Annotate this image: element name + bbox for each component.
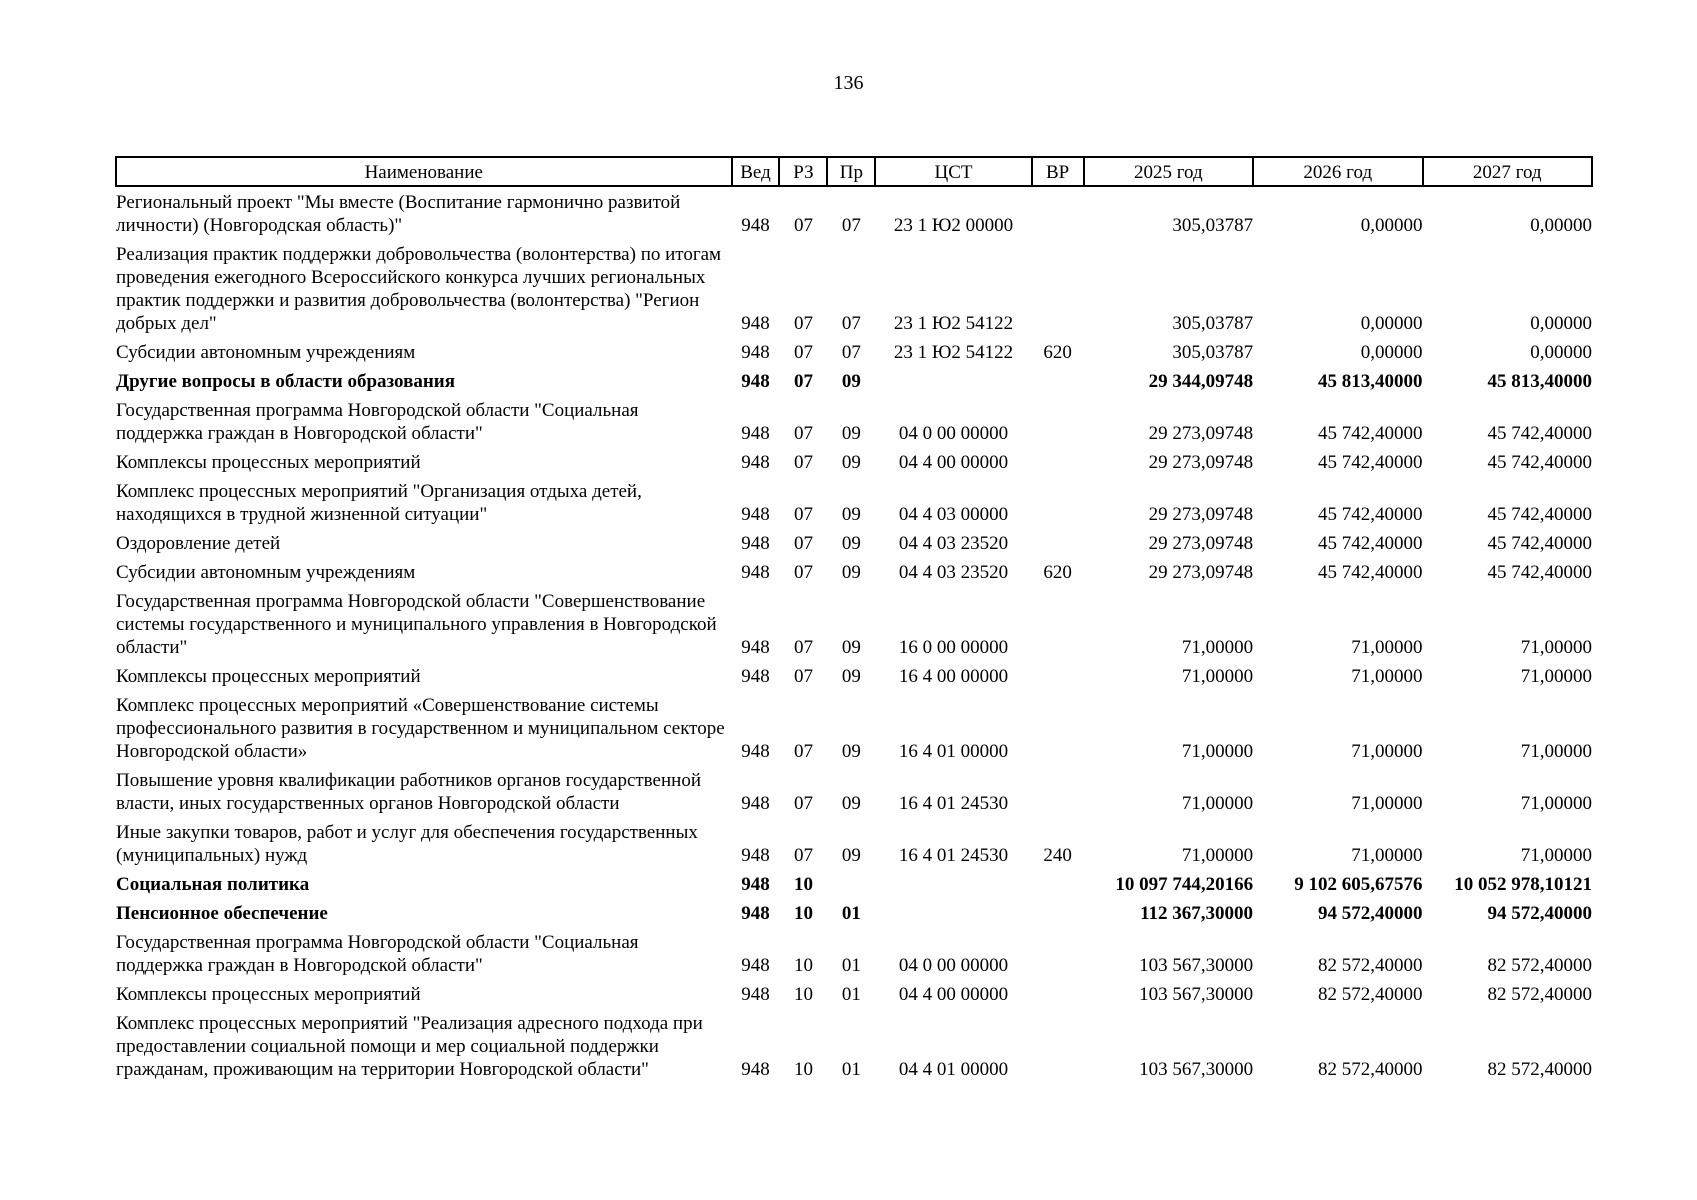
row-pr: 01 <box>841 955 861 976</box>
row-value-2027: 71,00000 <box>1520 666 1592 687</box>
row-name: Комплекс процессных мероприятий "Организация отдыха детей, находящихся в трудной жизненной ситуации" <box>116 481 642 525</box>
budget-table <box>115 156 1593 1083</box>
row-value-2027: 45 742,40000 <box>1487 452 1592 473</box>
row-rz: 10 <box>793 984 813 1005</box>
row-name: Повышение уровня квалификации работников органов государственной власти, иных государственных органов Новгородской области <box>116 770 701 814</box>
row-vr <box>1032 395 1084 447</box>
table-row <box>116 186 1592 239</box>
row-value-2026: 71,00000 <box>1351 845 1423 866</box>
row-value-2027: 71,00000 <box>1520 741 1592 762</box>
row-rz: 07 <box>793 562 813 583</box>
row-value-2026: 0,00000 <box>1360 215 1423 236</box>
row-cst: 23 1 Ю2 54122 <box>893 342 1014 363</box>
row-pr: 09 <box>841 741 861 762</box>
row-rz: 07 <box>793 637 813 658</box>
row-vr <box>1032 366 1084 395</box>
row-pr: 09 <box>841 504 861 525</box>
table-row <box>116 898 1592 927</box>
row-value-2025: 71,00000 <box>1181 845 1254 866</box>
row-vr <box>1032 765 1084 817</box>
row-value-2025: 305,03787 <box>1172 215 1254 236</box>
row-cst: 04 4 03 00000 <box>898 504 1009 525</box>
row-cst: 16 4 01 24530 <box>898 845 1009 866</box>
row-name: Комплексы процессных мероприятий <box>116 452 421 473</box>
row-rz: 10 <box>793 874 813 895</box>
row-cst: 16 4 00 00000 <box>898 666 1009 687</box>
row-ved: 948 <box>741 903 770 924</box>
row-cst: 04 4 00 00000 <box>898 984 1009 1005</box>
row-cst: 16 4 01 00000 <box>898 741 1009 762</box>
header-rz: РЗ <box>779 157 827 186</box>
table-row <box>116 528 1592 557</box>
row-name: Социальная политика <box>116 874 310 895</box>
row-ved: 948 <box>741 504 770 525</box>
row-value-2026: 94 572,40000 <box>1318 903 1423 924</box>
row-cst: 04 4 01 00000 <box>898 1059 1009 1080</box>
row-vr <box>1032 528 1084 557</box>
row-pr: 09 <box>841 666 861 687</box>
row-pr: 09 <box>841 845 861 866</box>
row-value-2027: 0,00000 <box>1530 215 1592 236</box>
row-vr <box>1032 1008 1084 1083</box>
row-pr: 09 <box>841 371 861 392</box>
row-value-2027: 10 052 978,10121 <box>1454 874 1592 895</box>
row-rz: 07 <box>793 342 813 363</box>
row-vr <box>1032 186 1084 239</box>
row-ved: 948 <box>741 562 770 583</box>
row-value-2026: 45 742,40000 <box>1318 562 1423 583</box>
row-value-2026: 45 813,40000 <box>1318 371 1423 392</box>
row-pr: 09 <box>841 533 861 554</box>
row-value-2026: 45 742,40000 <box>1318 452 1423 473</box>
row-cst: 23 1 Ю2 54122 <box>893 313 1014 334</box>
row-cst <box>875 366 1031 395</box>
row-cst <box>875 869 1031 898</box>
row-pr: 07 <box>841 313 861 334</box>
row-ved: 948 <box>741 637 770 658</box>
row-value-2027: 71,00000 <box>1520 793 1592 814</box>
row-name: Государственная программа Новгородской области "Социальная поддержка граждан в Новгородской области" <box>116 932 639 976</box>
row-pr: 09 <box>841 562 861 583</box>
row-pr: 01 <box>841 903 861 924</box>
row-ved: 948 <box>741 313 770 334</box>
row-cst: 04 0 00 00000 <box>898 955 1009 976</box>
row-value-2027: 0,00000 <box>1530 342 1592 363</box>
row-rz: 07 <box>793 423 813 444</box>
row-pr: 09 <box>841 452 861 473</box>
row-name: Иные закупки товаров, работ и услуг для обеспечения государственных (муниципальных) нужд <box>116 822 698 866</box>
table-header <box>116 157 1592 186</box>
row-vr: 240 <box>1043 845 1072 866</box>
row-value-2025: 305,03787 <box>1172 342 1254 363</box>
row-name: Комплексы процессных мероприятий <box>116 666 421 687</box>
row-name: Комплексы процессных мероприятий <box>116 984 421 1005</box>
row-value-2025: 29 273,09748 <box>1148 533 1254 554</box>
table-row <box>116 476 1592 528</box>
row-vr <box>1032 476 1084 528</box>
row-value-2025: 103 567,30000 <box>1139 984 1254 1005</box>
table-row <box>116 690 1592 765</box>
row-value-2025: 71,00000 <box>1181 741 1254 762</box>
row-value-2027: 82 572,40000 <box>1487 984 1592 1005</box>
row-pr: 07 <box>841 215 861 236</box>
row-cst: 16 0 00 00000 <box>898 637 1009 658</box>
row-vr <box>1032 690 1084 765</box>
row-pr: 09 <box>841 637 861 658</box>
table-row <box>116 366 1592 395</box>
row-value-2026: 45 742,40000 <box>1318 504 1423 525</box>
row-value-2025: 29 344,09748 <box>1148 371 1254 392</box>
row-value-2027: 94 572,40000 <box>1487 903 1592 924</box>
row-vr <box>1032 898 1084 927</box>
row-name: Субсидии автономным учреждениям <box>116 562 416 583</box>
row-ved: 948 <box>741 874 770 895</box>
row-ved: 948 <box>741 741 770 762</box>
row-vr: 620 <box>1043 562 1072 583</box>
row-value-2026: 82 572,40000 <box>1318 984 1423 1005</box>
row-pr: 09 <box>841 793 861 814</box>
row-vr <box>1032 586 1084 661</box>
row-name: Субсидии автономным учреждениям <box>116 342 416 363</box>
table-body <box>116 186 1592 1083</box>
row-ved: 948 <box>741 666 770 687</box>
row-rz: 10 <box>793 1059 813 1080</box>
row-ved: 948 <box>741 1059 770 1080</box>
row-value-2027: 45 742,40000 <box>1487 533 1592 554</box>
row-vr: 620 <box>1043 342 1072 363</box>
row-value-2025: 71,00000 <box>1181 666 1254 687</box>
row-ved: 948 <box>741 984 770 1005</box>
row-name: Оздоровление детей <box>116 533 281 554</box>
row-name: Комплекс процессных мероприятий "Реализация адресного подхода при предоставлении социальной помощи и мер социальной поддержки гражданам, проживающим на территории Новгородской области" <box>116 1013 703 1080</box>
table-row <box>116 395 1592 447</box>
row-name: Государственная программа Новгородской области "Совершенствование системы государственного и муниципального управления в Новгородской области" <box>116 591 717 658</box>
row-cst <box>875 898 1031 927</box>
row-rz: 07 <box>793 533 813 554</box>
table-row <box>116 661 1592 690</box>
row-rz: 07 <box>793 845 813 866</box>
row-ved: 948 <box>741 793 770 814</box>
table-row <box>116 927 1592 979</box>
row-vr <box>1032 661 1084 690</box>
row-rz: 07 <box>793 313 813 334</box>
row-value-2027: 0,00000 <box>1530 313 1592 334</box>
row-value-2025: 71,00000 <box>1181 793 1254 814</box>
row-rz: 07 <box>793 371 813 392</box>
row-cst: 04 4 03 23520 <box>898 533 1009 554</box>
row-pr: 09 <box>841 423 861 444</box>
table-row <box>116 765 1592 817</box>
row-ved: 948 <box>741 342 770 363</box>
row-pr: 01 <box>841 984 861 1005</box>
row-vr <box>1032 927 1084 979</box>
row-value-2026: 71,00000 <box>1351 741 1423 762</box>
row-value-2025: 29 273,09748 <box>1148 562 1254 583</box>
row-value-2026: 45 742,40000 <box>1318 423 1423 444</box>
header-pr: Пр <box>827 157 875 186</box>
row-ved: 948 <box>741 955 770 976</box>
row-cst: 16 4 01 24530 <box>898 793 1009 814</box>
row-value-2026: 0,00000 <box>1360 313 1423 334</box>
row-value-2027: 71,00000 <box>1520 637 1592 658</box>
row-value-2027: 71,00000 <box>1520 845 1592 866</box>
row-value-2025: 29 273,09748 <box>1148 452 1254 473</box>
row-pr: 07 <box>841 342 861 363</box>
row-value-2026: 71,00000 <box>1351 793 1423 814</box>
header-vr: ВР <box>1032 157 1084 186</box>
row-value-2025: 103 567,30000 <box>1139 955 1254 976</box>
row-name: Реализация практик поддержки добровольчества (волонтерства) по итогам проведения ежегодного Всероссийского конкурса лучших региональных практик поддержки и развития добровольчества (волонтерства) "Регион добрых дел" <box>116 244 722 334</box>
header-ved: Вед <box>732 157 780 186</box>
row-pr <box>827 869 875 898</box>
row-value-2026: 82 572,40000 <box>1318 955 1423 976</box>
row-value-2026: 0,00000 <box>1360 342 1423 363</box>
header-2025: 2025 год <box>1084 157 1253 186</box>
row-value-2025: 305,03787 <box>1172 313 1254 334</box>
row-value-2026: 71,00000 <box>1351 637 1423 658</box>
row-ved: 948 <box>741 215 770 236</box>
row-value-2027: 45 813,40000 <box>1487 371 1592 392</box>
table-row <box>116 447 1592 476</box>
row-name: Комплекс процессных мероприятий «Совершенствование системы профессионального развития в государственном и муниципальном секторе Новгородской области» <box>116 695 725 762</box>
row-ved: 948 <box>741 452 770 473</box>
row-name: Государственная программа Новгородской области "Социальная поддержка граждан в Новгородской области" <box>116 400 639 444</box>
row-rz: 10 <box>793 955 813 976</box>
row-cst: 04 0 00 00000 <box>898 423 1009 444</box>
row-value-2026: 45 742,40000 <box>1318 533 1423 554</box>
row-value-2027: 82 572,40000 <box>1487 955 1592 976</box>
row-rz: 07 <box>793 215 813 236</box>
row-rz: 07 <box>793 666 813 687</box>
table-row <box>116 1008 1592 1083</box>
row-value-2026: 82 572,40000 <box>1318 1059 1423 1080</box>
row-vr <box>1032 239 1084 337</box>
header-name: Наименование <box>116 157 732 186</box>
table-row <box>116 979 1592 1008</box>
row-ved: 948 <box>741 845 770 866</box>
row-ved: 948 <box>741 533 770 554</box>
row-name: Другие вопросы в области образования <box>116 371 456 392</box>
page-number: 136 <box>833 72 864 94</box>
row-value-2027: 45 742,40000 <box>1487 562 1592 583</box>
table-row <box>116 337 1592 366</box>
row-rz: 07 <box>793 452 813 473</box>
row-value-2027: 45 742,40000 <box>1487 423 1592 444</box>
row-value-2025: 29 273,09748 <box>1148 504 1254 525</box>
header-2026: 2026 год <box>1253 157 1422 186</box>
row-value-2027: 45 742,40000 <box>1487 504 1592 525</box>
row-value-2025: 10 097 744,20166 <box>1115 874 1254 895</box>
row-value-2026: 71,00000 <box>1351 666 1423 687</box>
row-name: Региональный проект "Мы вместе (Воспитание гармонично развитой личности) (Новгородская область)" <box>116 192 681 236</box>
row-ved: 948 <box>741 423 770 444</box>
row-cst: 04 4 00 00000 <box>898 452 1009 473</box>
row-rz: 07 <box>793 793 813 814</box>
header-2027: 2027 год <box>1423 157 1593 186</box>
header-cst: ЦСТ <box>875 157 1031 186</box>
row-name: Пенсионное обеспечение <box>116 903 328 924</box>
row-value-2025: 112 367,30000 <box>1140 903 1254 924</box>
row-ved: 948 <box>741 371 770 392</box>
row-value-2027: 82 572,40000 <box>1487 1059 1592 1080</box>
row-value-2025: 29 273,09748 <box>1148 423 1254 444</box>
row-rz: 07 <box>793 741 813 762</box>
table-row <box>116 557 1592 586</box>
row-value-2025: 71,00000 <box>1181 637 1254 658</box>
row-value-2026: 9 102 605,67576 <box>1294 874 1423 895</box>
row-vr <box>1032 447 1084 476</box>
row-rz: 07 <box>793 504 813 525</box>
table-row <box>116 586 1592 661</box>
table-row <box>116 239 1592 337</box>
row-vr <box>1032 869 1084 898</box>
row-value-2025: 103 567,30000 <box>1139 1059 1254 1080</box>
row-cst: 04 4 03 23520 <box>898 562 1009 583</box>
row-cst: 23 1 Ю2 00000 <box>893 215 1014 236</box>
row-vr <box>1032 979 1084 1008</box>
table-row <box>116 869 1592 898</box>
row-rz: 10 <box>793 903 813 924</box>
row-pr: 01 <box>841 1059 861 1080</box>
table-row <box>116 817 1592 869</box>
